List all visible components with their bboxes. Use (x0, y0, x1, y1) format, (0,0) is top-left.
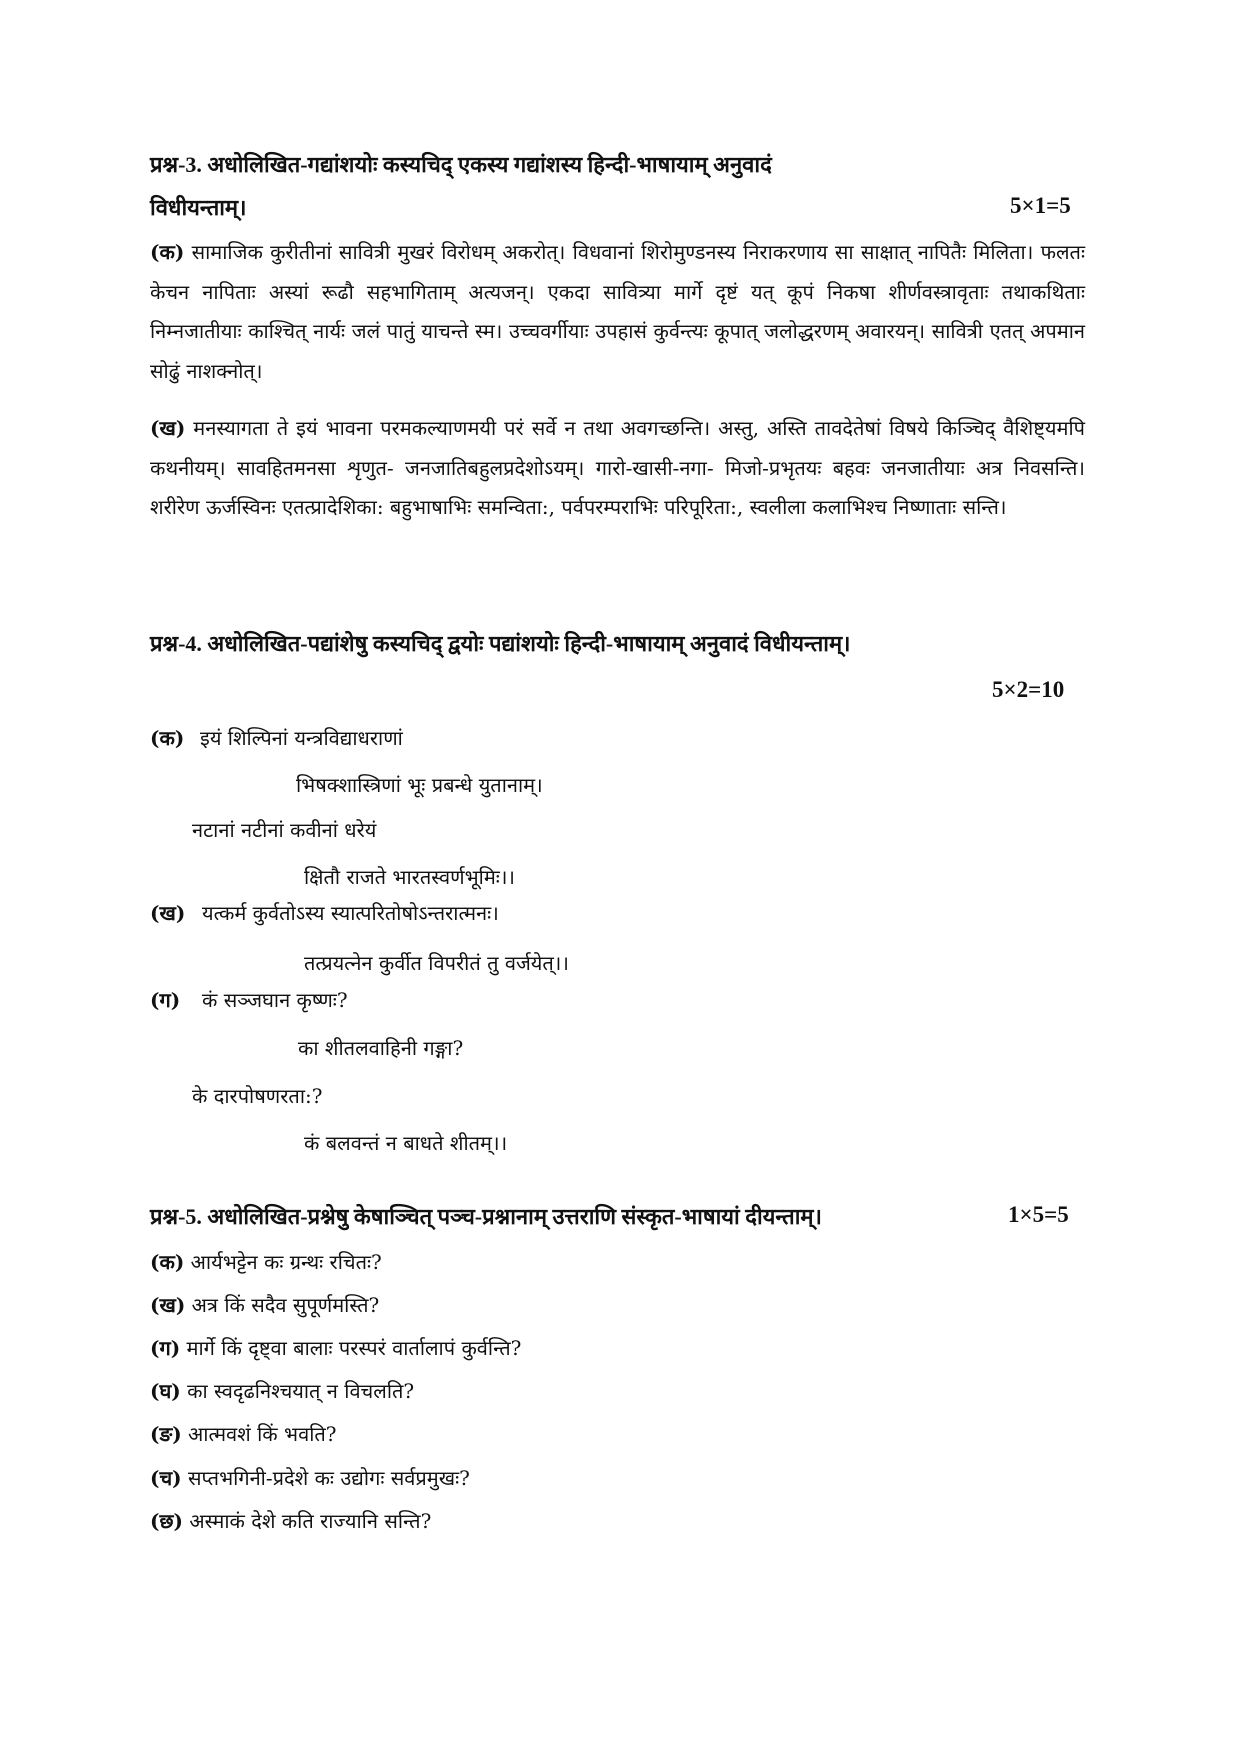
q4-title: प्रश्न-4. अधोलिखित-पद्यांशेषु कस्यचिद् द्वयोः पद्यांशयोः हिन्दी-भाषायाम् अनुवादं विधीयन्ताम्। (150, 631, 851, 656)
q4-verse-ka-line1: इयं शिल्पिनां यन्त्रविद्याधराणां (200, 726, 403, 750)
q5-question-ga (150, 1333, 521, 1363)
q3-title-line2: विधीयन्ताम्। (150, 195, 247, 220)
q4-marks: 5×2=10 (992, 677, 1065, 702)
q4-verse-kha-line2: तत्प्रयत्नेन कुर्वीत विपरीतं तु वर्जयेत्।। (304, 951, 569, 975)
q4-verse-ka-line2: भिषक्शास्त्रिणां भूः प्रबन्धे युतानाम्। (296, 773, 543, 797)
q4-verse-ga-line1: कं सञ्जघान कृष्णः? (202, 988, 348, 1012)
q5-question-label: (घ) (150, 1379, 181, 1403)
q3-passage-kha-text: मनस्यागता ते इयं भावना परमकल्याणमयी परं सर्वे न तथा अवगच्छन्ति। अस्तु, अस्ति तावदेतेषां विषये किञ्चिद् वैशिष्ट्यमपि कथनीयम्। सावहितमनसा शृणुत- जनजातिबहुलप्रदेशोऽयम्। गारो-खासी-नगा- मिजो-प्रभृतयः बहवः जनजातीयाः अत्र निवसन्ति। शरीरेण ऊर्जस्विनः एतत्प्रादेशिका: बहुभाषाभिः समन्विता:, पर्वपरम्पराभिः परिपूरिता:, स्वलीला कलाभिश्च निष्णाताः सन्ति। (150, 416, 1085, 519)
q5-question-ka (150, 1247, 382, 1277)
q5-question-label: (ख) (150, 1293, 186, 1317)
q5-question-text: आत्मवशं किं भवति? (188, 1422, 337, 1446)
q5-question-text: अत्र किं सदैव सुपूर्णमस्ति? (191, 1293, 380, 1317)
q3-passage-ka-text: सामाजिक कुरीतीनां सावित्री मुखरं विरोधम् अकरोत्। विधवानां शिरोमुण्डनस्य निराकरणाय सा साक्षात् नापितैः मिलिता। फलतः केचन नापिताः अस्यां रूढौ सहभागिताम् अत्यजन्। एकदा सावित्र्या मार्गे दृष्टं यत् कूपं निकषा शीर्णवस्त्रावृताः तथाकथिताः निम्नजातीयाः काश्चित् नार्यः जलं पातुं याचन्ते स्म। उच्चवर्गीयाः उपहासं कुर्वन्त्यः कूपात् जलोद्धरणम् अवारयन्। सावित्री एतत् अपमान सोढुं नाशक्नोत्। (150, 240, 1085, 383)
q5-question-label: (क) (150, 1250, 185, 1274)
q4-verse-ga-line4: कं बलवन्तं न बाधते शीतम्।। (304, 1131, 508, 1155)
q4-verse-ka-line4: क्षितौ राजते भारतस्वर्णभूमिः।। (304, 865, 515, 889)
q4-verse-ga-label: (ग) (150, 988, 181, 1012)
q5-question-text: अस्माकं देशे कति राज्यानि सन्ति? (189, 1509, 432, 1533)
q4-verse-ka-line3: नटानां नटीनां कवीनां धरेयं (192, 818, 377, 842)
q5-question-chha (150, 1506, 431, 1536)
q5-title: प्रश्न-5. अधोलिखित-प्रश्नेषु केषाञ्चित् पञ्च-प्रश्नानाम् उत्तराणि संस्कृत-भाषायां दीयन्ताम्। (150, 1204, 822, 1229)
q5-question-cha (150, 1463, 470, 1493)
q3-title-line1: प्रश्न-3. अधोलिखित-गद्यांशयोः कस्यचिद् एकस्य गद्यांशस्य हिन्दी-भाषायाम् अनुवादं (150, 152, 772, 177)
q5-question-text: का स्वदृढनिश्चयात् न विचलति? (187, 1379, 415, 1403)
q5-question-nga (150, 1419, 337, 1449)
q4-verse-kha-label: (ख) (150, 901, 186, 925)
q5-question-label: (ग) (150, 1336, 181, 1360)
q5-question-label: (ङ) (150, 1422, 182, 1446)
q4-verse-kha-line1: यत्कर्म कुर्वतोऽस्य स्यात्परितोषोऽन्तरात्मनः। (202, 901, 499, 925)
q5-question-text: आर्यभट्टेन कः ग्रन्थः रचितः? (190, 1250, 382, 1274)
q3-passage-kha (150, 409, 1085, 528)
q3-passage-ka-label: (क) (150, 240, 185, 264)
q5-question-label: (छ) (150, 1509, 183, 1533)
q5-question-text: सप्तभगिनी-प्रदेशे कः उद्योगः सर्वप्रमुखः? (188, 1466, 470, 1490)
q5-marks: 1×5=5 (1008, 1202, 1069, 1227)
q4-verse-ga-line3: के दारपोषणरता:? (192, 1084, 323, 1108)
q5-question-text: मार्गे किं दृष्ट्वा बालाः परस्परं वार्तालापं कुर्वन्ति? (186, 1336, 522, 1360)
q5-question-gha (150, 1376, 414, 1406)
q4-verse-ga-line2: का शीतलवाहिनी गङ्गा? (298, 1036, 464, 1060)
q5-question-label: (च) (150, 1466, 182, 1490)
q3-passage-kha-label: (ख) (150, 416, 186, 440)
q4-verse-ka-label: (क) (150, 726, 185, 750)
q3-marks: 5×1=5 (1010, 193, 1071, 218)
q3-passage-ka (150, 233, 1085, 391)
q5-question-kha (150, 1290, 379, 1320)
